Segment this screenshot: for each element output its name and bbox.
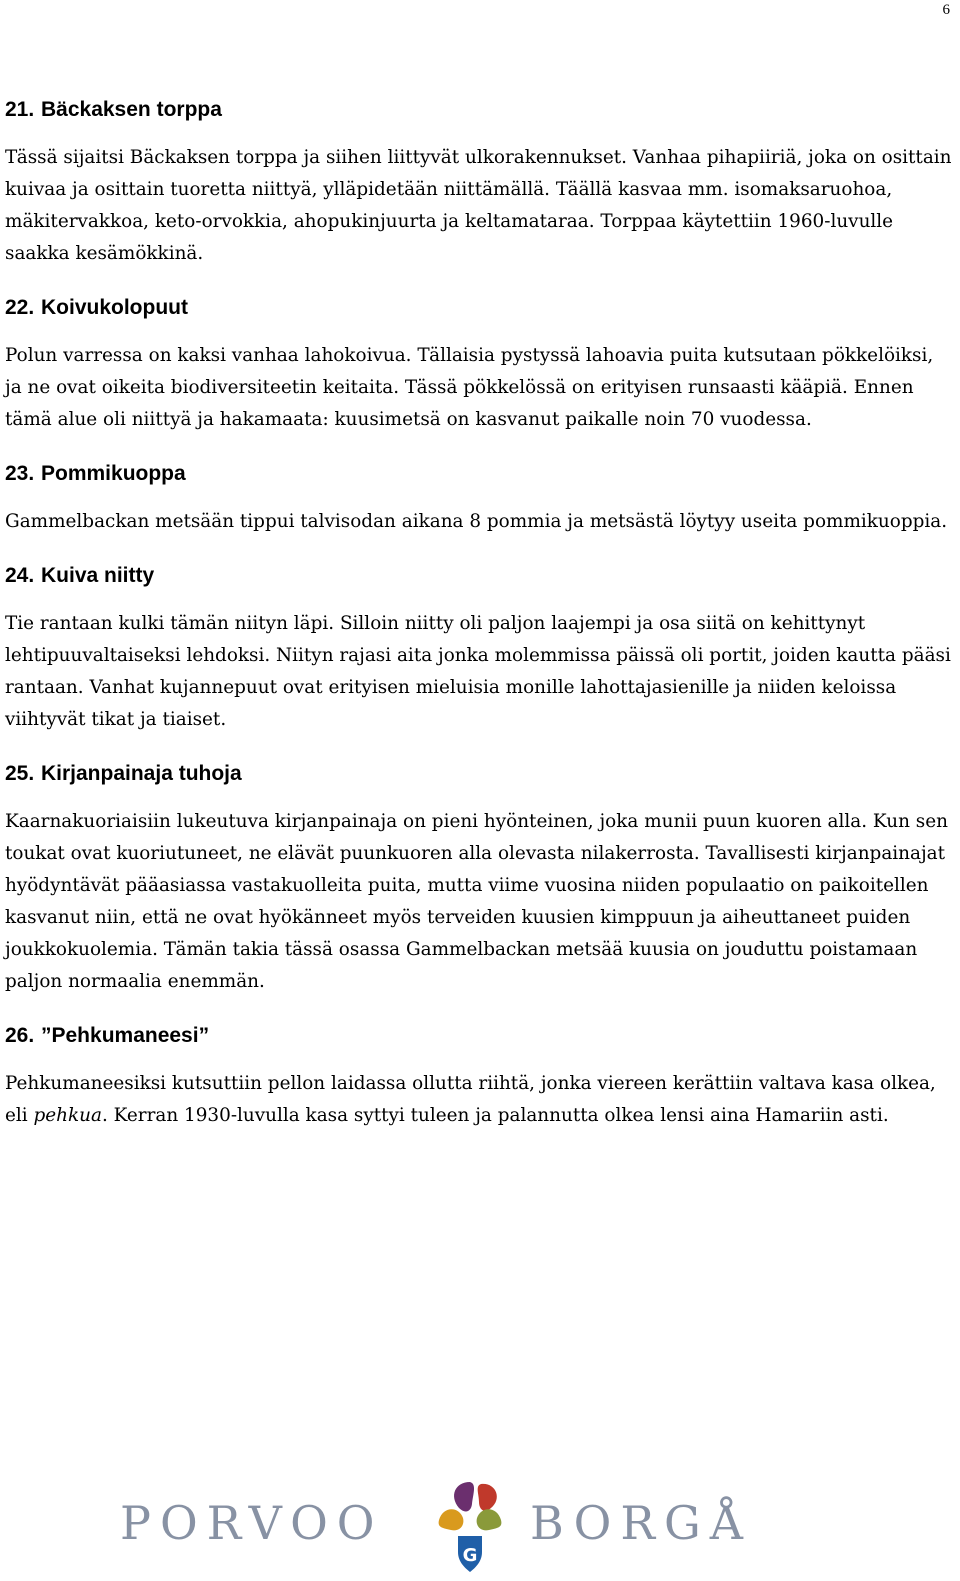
section-paragraph: Gammelbackan metsään tippui talvisodan aikana 8 pommia ja metsästä löytyy useita pommikuoppia.: [5, 511, 948, 532]
section-22: [5, 294, 955, 436]
section-23: [5, 460, 955, 538]
logo-text-porvoo: PORVOO: [120, 1496, 384, 1550]
section-number: 24.: [5, 564, 35, 587]
section-heading: [5, 96, 955, 124]
section-24: [5, 562, 955, 736]
section-number: 22.: [5, 296, 35, 319]
section-paragraph: Tässä sijaitsi Bäckaksen torppa ja siihen liittyvät ulkorakennukset. Vanhaa pihapiiriä, joka on osittain kuivaa ja osittain tuoretta niittyä, ylläpidetään niittämällä. Täällä kasvaa mm. isomaksaruohoa, mäkitervakkoa, keto-orvokkia, ahopukinjuurta ja keltamataraa. Torppaa käytettiin 1960-luvulle saakka kesämökkinä.: [5, 147, 952, 264]
section-heading: [5, 460, 955, 488]
section-paragraph: Tie rantaan kulki tämän niityn läpi. Silloin niitty oli paljon laajempi ja osa siitä on kehittynyt lehtipuuvaltaiseksi lehdoksi. Niityn rajasi aita jonka molemmissa päissä oli portit, joiden kautta pääsi rantaan. Vanhat kujannepuut ovat erityisen mieluisia monille lahottajasienille ja niiden keloissa viihtyvät tikat ja tiaiset.: [5, 613, 951, 730]
section-heading: [5, 294, 955, 322]
section-paragraph: Polun varressa on kaksi vanhaa lahokoivua. Tällaisia pystyssä lahoavia puita kutsutaan pökkelöiksi, ja ne ovat oikeita biodiversiteetin keitaita. Tässä pökkelössä on erityisen runsaasti kääpiä. Ennen tämä alue oli niittyä ja hakamaata: kuusimetsä on kasvanut paikalle noin 70 vuodessa.: [5, 345, 934, 430]
section-number: 21.: [5, 98, 35, 121]
petal-green: [477, 1509, 502, 1530]
section-heading: [5, 1022, 955, 1050]
section-25: [5, 760, 955, 998]
petal-gold: [439, 1509, 464, 1530]
logo-text-borga: BORGÅ: [530, 1496, 752, 1550]
section-title: Pommikuoppa: [41, 462, 186, 485]
logo-emblem-icon: [425, 1476, 515, 1576]
section-heading: [5, 562, 955, 590]
paragraph-italic-text: pehkua: [33, 1105, 102, 1126]
page-number: 6: [942, 2, 950, 18]
section-heading: [5, 760, 955, 788]
paragraph-text: . Kerran 1930-luvulla kasa syttyi tuleen ja palannutta olkea lensi aina Hamariin asti.: [101, 1105, 889, 1126]
porvoo-borga-logo: [120, 1476, 800, 1576]
section-title: ”Pehkumaneesi”: [41, 1024, 210, 1047]
section-title: Kirjanpainaja tuhoja: [41, 762, 242, 785]
section-paragraph: [5, 1068, 955, 1132]
section-number: 26.: [5, 1024, 35, 1047]
section-paragraph: Kaarnakuoriaisiin lukeutuva kirjanpainaja on pieni hyönteinen, joka munii puun kuoren alla. Kun sen toukat ovat kuoriutuneet, ne elävät puunkuoren alla olevasta nilakerrosta. Tavallisesti kirjanpainajat hyödyntävät pääasiassa vastakuolleita puita, mutta viime vuosina niiden populaatio on paikoitellen kasvanut niin, että ne ovat hyökänneet myös terveiden kuusien kimppuun ja aiheuttaneet puiden joukkokuolemia. Tämän takia tässä osassa Gammelbackan metsää kuusia on jouduttu poistamaan paljon normaalia enemmän.: [5, 811, 948, 992]
section-26: [5, 1022, 955, 1132]
paragraph-text: Pehkumaneesiksi kutsuttiin pellon laidassa ollutta riihtä, jonka viereen kerättiin valtava kasa olkea, eli: [5, 1073, 936, 1126]
section-title: Kuiva niitty: [41, 564, 155, 587]
section-number: 25.: [5, 762, 35, 785]
section-number: 23.: [5, 462, 35, 485]
petal-red: [478, 1484, 497, 1511]
shield-letter: G: [462, 1545, 478, 1566]
section-21: [5, 96, 955, 270]
petal-purple: [454, 1482, 474, 1511]
section-title: Bäckaksen torppa: [41, 98, 222, 121]
document-body: [5, 96, 955, 1156]
section-title: Koivukolopuut: [41, 296, 188, 319]
